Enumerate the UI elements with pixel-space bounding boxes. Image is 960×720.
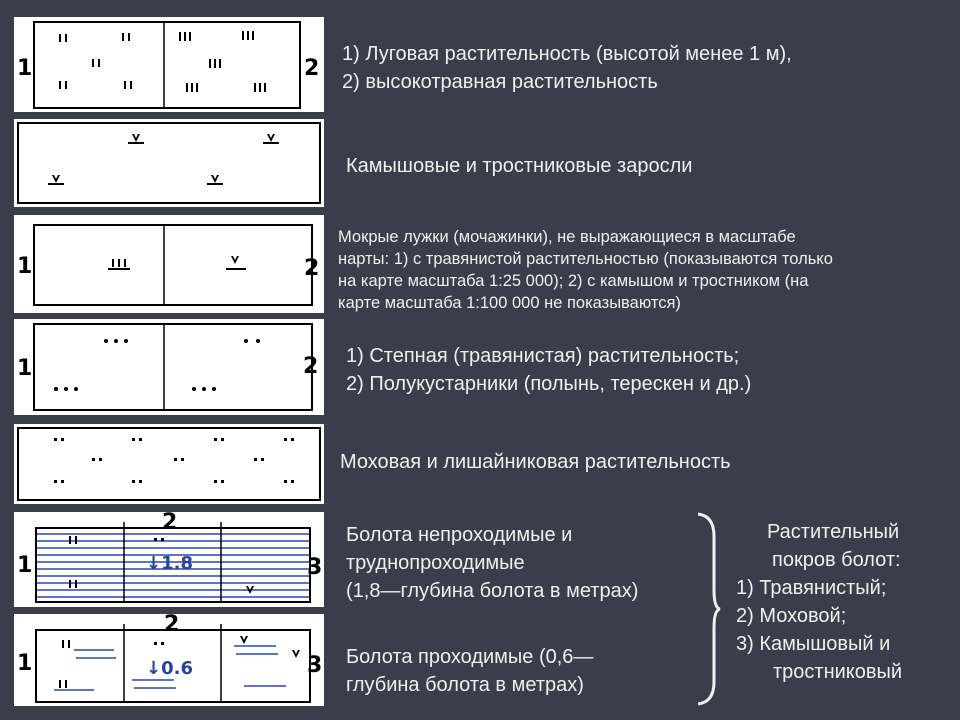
legend-text-line: 1) Луговая растительность (высотой менее 1 м), [342, 43, 792, 65]
legend-text-line: Моховая и лишайниковая растительность [340, 451, 731, 473]
symbol-label-1: 1 [17, 356, 33, 381]
legend-text-line: Камышовые и тростниковые заросли [346, 155, 693, 177]
legend-symbol-wet-meadows [14, 215, 324, 313]
legend-text-meadow [342, 40, 792, 96]
symbol-label-3: 3 [307, 555, 323, 580]
moss-symbol-graphic [14, 424, 324, 504]
legend-text-line: труднопроходимые [346, 552, 525, 574]
legend-text-line: глубина болота в метрах) [346, 674, 584, 696]
bog-types-line: Растительный [767, 521, 900, 543]
wet-meadows-symbol-graphic [14, 215, 324, 313]
legend-text-line: Болота проходимые (0,6— [346, 646, 594, 668]
symbol-label-3: 3 [307, 653, 323, 678]
legend-symbol-moss [14, 424, 324, 504]
curly-brace-graphic [692, 510, 722, 708]
symbol-label-2: 2 [303, 354, 319, 379]
legend-symbol-passable-swamp [14, 614, 324, 706]
bog-types-line: 1) Травянистый; [736, 577, 887, 599]
symbol-label-2: 2 [162, 512, 178, 535]
steppe-symbol-graphic [14, 319, 324, 415]
symbol-label-2: 2 [304, 256, 320, 281]
bog-vegetation-types [736, 518, 902, 686]
bog-types-line: тростниковый [773, 661, 903, 683]
legend-text-line: 2) высокотравная растительность [342, 71, 658, 93]
legend-symbol-steppe [14, 319, 324, 415]
legend-symbol-meadow [14, 17, 324, 112]
legend-text-line: 1) Степная (травянистая) растительность; [346, 345, 740, 367]
legend-text-wet-meadows [338, 226, 833, 314]
legend-text-steppe [346, 342, 751, 398]
legend-text-moss [340, 448, 731, 476]
swamp-depth-label: ↓1.8 [146, 553, 193, 574]
legend-text-line: Болота непроходимые и [346, 524, 573, 546]
bog-types-line: 2) Моховой; [736, 605, 847, 627]
symbol-label-2: 2 [164, 614, 180, 637]
impassable-swamp-symbol-graphic [14, 512, 324, 607]
legend-text-line: (1,8—глубина болота в метрах) [346, 580, 639, 602]
symbol-label-1: 1 [17, 651, 33, 676]
reeds-symbol-graphic [14, 119, 324, 207]
symbol-label-1: 1 [17, 56, 33, 81]
legend-text-line: на карте масштаба 1:25 000); 2) с камышом и тростником (на [338, 272, 809, 290]
legend-symbol-reeds [14, 119, 324, 207]
legend-text-impassable-swamp [346, 521, 638, 605]
legend-text-line: карте масштаба 1:100 000 не показываются) [338, 294, 681, 312]
legend-text-reeds [346, 152, 692, 180]
legend-symbol-impassable-swamp [14, 512, 324, 607]
symbol-label-1: 1 [17, 553, 33, 578]
passable-swamp-symbol-graphic [14, 614, 324, 706]
legend-text-line: нарты: 1) с травянистой растительностью (показываются только [338, 250, 833, 268]
legend-text-line: 2) Полукустарники (полынь, терескен и др.) [346, 373, 752, 395]
legend-text-passable-swamp [346, 643, 593, 699]
legend-text-line: Мокрые лужки (мочажинки), не выражающиеся в масштабе [338, 228, 796, 246]
meadow-symbol-graphic [14, 17, 324, 112]
bog-types-line: покров болот: [772, 549, 901, 571]
swamp-depth-label: ↓0.6 [146, 658, 193, 679]
symbol-label-2: 2 [304, 56, 320, 81]
bog-types-line: 3) Камышовый и [736, 633, 891, 655]
symbol-label-1: 1 [17, 254, 33, 279]
